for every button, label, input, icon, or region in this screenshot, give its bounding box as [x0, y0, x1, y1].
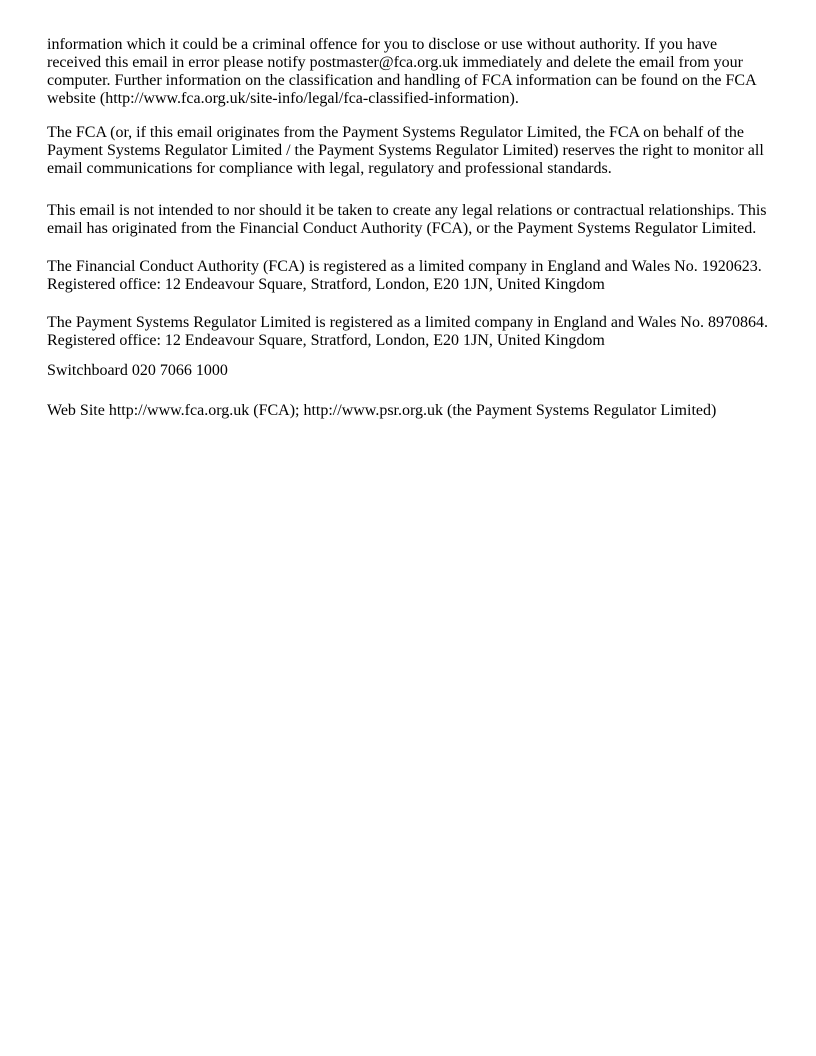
text-line: received this email in error please notify postmaster@fca.org.uk immediately and delete the email from your — [47, 54, 743, 71]
text-line: Web Site http://www.fca.org.uk (FCA); http://www.psr.org.uk (the Payment Systems Regulator Limited) — [47, 402, 717, 419]
text-line: Payment Systems Regulator Limited / the Payment Systems Regulator Limited) reserves the right to monitor all — [47, 142, 764, 159]
text-line: The FCA (or, if this email originates from the Payment Systems Regulator Limited, the FCA on behalf of the — [47, 124, 745, 141]
text-line: The Financial Conduct Authority (FCA) is registered as a limited company in England and Wales No. 1920623. — [47, 258, 762, 275]
text-line: email has originated from the Financial Conduct Authority (FCA), or the Payment Systems Regulator Limited. — [47, 220, 757, 237]
paragraph-monitoring — [47, 124, 787, 178]
text-line: computer. Further information on the classification and handling of FCA information can be found on the FCA — [47, 72, 757, 89]
paragraph-fca-registration — [47, 258, 787, 294]
text-line: Registered office: 12 Endeavour Square, Stratford, London, E20 1JN, United Kingdom — [47, 332, 605, 349]
paragraph-legal-relations — [47, 202, 787, 238]
text-line: Registered office: 12 Endeavour Square, Stratford, London, E20 1JN, United Kingdom — [47, 276, 605, 293]
paragraph-switchboard — [47, 362, 787, 380]
text-line: This email is not intended to nor should it be taken to create any legal relations or contractual relationships. This — [47, 202, 767, 219]
paragraph-psr-registration — [47, 314, 787, 350]
text-line: website (http://www.fca.org.uk/site-info/legal/fca-classified-information). — [47, 90, 519, 107]
text-line: information which it could be a criminal offence for you to disclose or use without authority. If you have — [47, 36, 718, 53]
text-line: email communications for compliance with legal, regulatory and professional standards. — [47, 160, 612, 177]
text-line: The Payment Systems Regulator Limited is registered as a limited company in England and Wales No. 8970864. — [47, 314, 768, 331]
text-line: Switchboard 020 7066 1000 — [47, 362, 228, 379]
paragraph-web-site — [47, 402, 787, 420]
paragraph-confidentiality — [47, 36, 787, 108]
